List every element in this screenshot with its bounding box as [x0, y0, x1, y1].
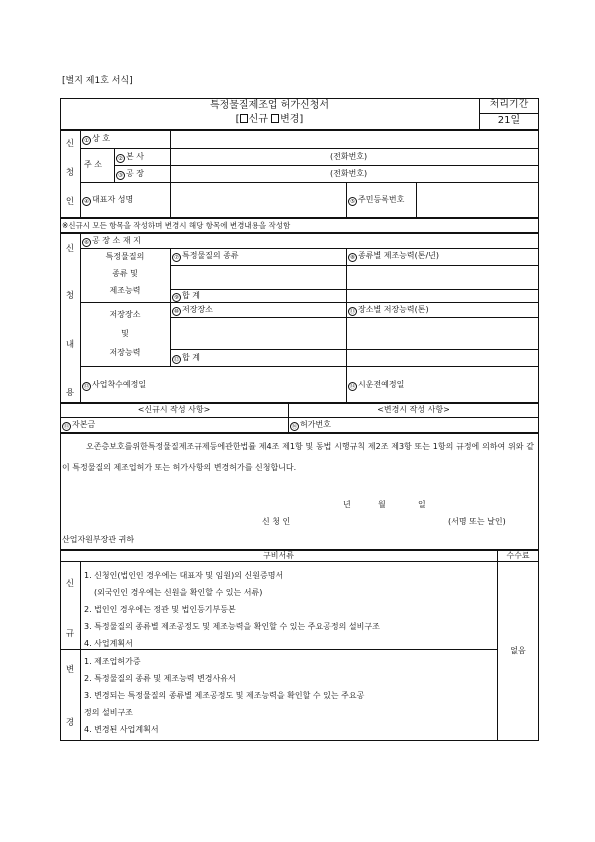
substance-type-label: ⑦ 특정물질의 종류 — [172, 251, 239, 262]
applicant-char-1: 신 — [65, 139, 75, 149]
form-title: 특정물질제조업 허가신청서 — [209, 100, 330, 111]
new-checkbox[interactable] — [240, 114, 248, 123]
capacity-label-2: 종류 및 — [112, 269, 138, 278]
new-documents-list — [84, 567, 380, 652]
representative-label: ④ 대표자 성명 — [82, 195, 133, 206]
capacity-label-3: 제조능력 — [109, 286, 141, 295]
change-label: 변경 — [280, 114, 300, 125]
section-new-header: <신규시 작성 사항> — [137, 405, 211, 414]
content-char-2: 청 — [65, 291, 75, 301]
head-office-label: ② 본 사 — [116, 152, 144, 163]
applicant-sign-field[interactable] — [310, 514, 440, 528]
storage-label-3: 저장능력 — [109, 348, 141, 357]
new-doc-item: 1. 신청인(법인인 경우에는 대표자 및 임원)의 신원증명서 — [84, 571, 284, 580]
fee-header: 수수료 — [506, 551, 530, 560]
date-month: 월 — [378, 500, 386, 509]
rrn-field[interactable] — [417, 183, 538, 217]
phone-head-label: (전화번호) — [330, 152, 368, 161]
applicant-sign-label: 신 청 인 — [262, 517, 291, 526]
addressee: 산업자원부장관 귀하 — [62, 535, 135, 544]
capacity-by-type-label: ⑧ 종류별 제조능력(톤/년) — [348, 251, 439, 262]
trial-date-field[interactable] — [420, 367, 538, 402]
storage-capacity-label: ⑪ 장소별 저장능력(톤) — [349, 305, 429, 315]
capital-field[interactable] — [110, 418, 286, 432]
change-doc-item: 정의 설비구조 — [84, 708, 133, 717]
capacity-by-type-field[interactable] — [347, 266, 538, 288]
start-date-field[interactable] — [170, 367, 345, 402]
storage-capacity-field[interactable] — [347, 318, 538, 348]
fee-value: 없음 — [510, 646, 526, 655]
applicant-char-3: 인 — [65, 197, 75, 207]
change-doc-item: 2. 특정물질의 종류 및 제조능력 변경사유서 — [84, 674, 236, 683]
change-char-1: 변 — [65, 665, 75, 675]
phone-factory-label: (전화번호) — [330, 169, 368, 178]
new-char-2: 규 — [65, 629, 75, 639]
declaration-text: 오존층보호를위한특정물질제조규제등에관한법률 제4조 제1항 및 동법 시행규칙 제2조 제3항 또는 1항의 규정에 의하여 위와 같이 특정물질의 제조업허가 또는 허가사항의 변경허가를 신청합니다. — [62, 442, 534, 472]
new-label: 신규 — [248, 114, 268, 125]
processing-label: 처리기간 — [489, 99, 529, 110]
change-doc-item: 1. 제조업허가증 — [84, 657, 141, 666]
content-char-1: 신 — [65, 244, 75, 254]
sum2-label: ⑫ 합 계 — [173, 353, 200, 363]
head-office-field[interactable] — [171, 149, 326, 164]
sum1-field[interactable] — [347, 290, 538, 301]
processing-value: 21일 — [497, 115, 521, 126]
permit-number-field[interactable] — [345, 418, 537, 432]
capital-label: ⑮ 자본금 — [63, 420, 96, 430]
new-doc-item: 4. 사업계획서 — [84, 639, 133, 648]
change-checkbox[interactable] — [271, 114, 279, 123]
factory-label: ③ 공 장 — [116, 169, 144, 180]
change-doc-item: 3. 변경되는 특정물질의 종류별 제조공정도 및 제조능력을 확인할 수 있는 주요공 — [84, 691, 365, 700]
content-char-3: 내 — [65, 340, 75, 350]
change-char-2: 경 — [65, 718, 75, 728]
change-doc-item: 4. 변경된 사업계획서 — [84, 725, 159, 734]
factory-location-field[interactable] — [170, 234, 538, 247]
storage-place-label: ⑩ 저장장소 — [172, 305, 213, 316]
date-day: 일 — [418, 500, 426, 509]
new-char-1: 신 — [65, 579, 75, 589]
new-doc-item: 3. 특정물질의 종류별 제조공정도 및 제조능력을 확인할 수 있는 주요공정의 설비구조 — [84, 622, 380, 631]
company-name-label: ① 상 호 — [82, 134, 110, 145]
trial-date-label: ⑭ 시운전예정일 — [349, 380, 405, 390]
form-id: [별지 제1호 서식] — [62, 76, 133, 86]
section-change-header: <변경시 작성 사항> — [377, 405, 450, 414]
address-label: 주 소 — [84, 160, 102, 169]
note-text: ※신규시 모든 항목을 작성하며 변경시 해당 항목에 변경내용을 작성함 — [62, 221, 291, 230]
start-date-label: ⑬ 사업착수예정일 — [83, 380, 147, 390]
storage-label-1: 저장장소 — [109, 310, 141, 319]
sum2-field[interactable] — [347, 350, 538, 365]
form-subtitle: [ 신규 변경] — [235, 114, 304, 125]
rrn-label: ⑤ 주민등록번호 — [348, 195, 404, 206]
sign-note: (서명 또는 날인) — [448, 517, 506, 526]
date-year: 년 — [343, 500, 351, 509]
new-doc-item: (외국인인 경우에는 신원을 확인할 수 있는 서류) — [94, 588, 263, 597]
company-name-field[interactable] — [171, 131, 538, 147]
storage-place-field[interactable] — [171, 318, 345, 348]
representative-field[interactable] — [171, 183, 345, 217]
sum1-label: ⑨ 합 계 — [172, 291, 200, 302]
substance-type-field[interactable] — [171, 266, 345, 288]
capacity-label-1: 특정물질의 — [105, 252, 145, 261]
factory-location-label: ⑥ 공 장 소 재 지 — [82, 236, 141, 247]
documents-header: 구비서류 — [263, 551, 294, 560]
permit-number-label: ⑯ 허가번호 — [291, 420, 331, 430]
applicant-char-2: 청 — [65, 168, 75, 178]
storage-label-2: 및 — [121, 329, 129, 338]
change-documents-list — [84, 653, 364, 738]
new-doc-item: 2. 법인인 경우에는 정관 및 법인등기부등본 — [84, 605, 236, 614]
factory-address-field[interactable] — [171, 166, 326, 181]
content-char-4: 용 — [65, 388, 75, 398]
